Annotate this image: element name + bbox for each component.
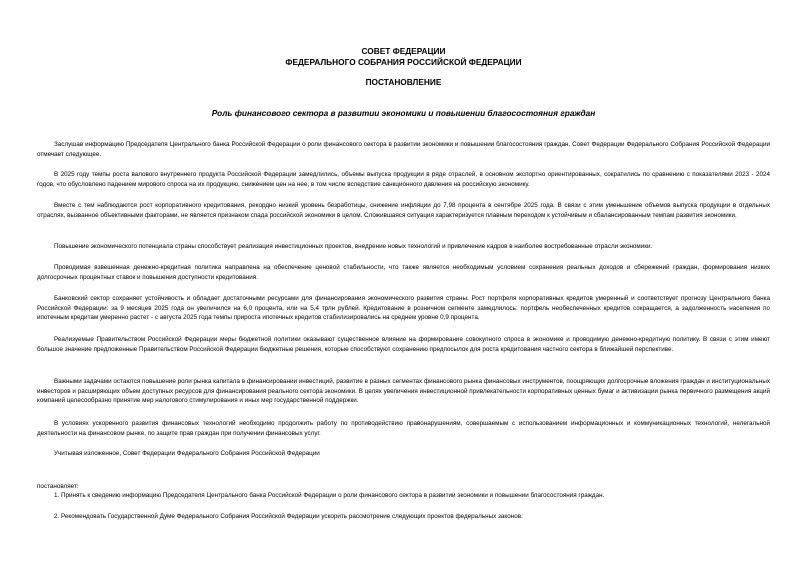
paragraph-7: Реализуемые Правительством Российской Федерации меры бюджетной политики оказывают существенное влияние на формирование совокупного спроса в экономике и проводимую денежно-кредитную политику. В связи с этим имеют большое значение предложенные Правительством Российской Федерации бюджетные решения, которые способствуют сохранению предпосылок для роста кредитования частного сектора в ближайшей перспективе. [37, 336, 770, 353]
paragraph-8: Важными задачами остаются повышение роли рынка капитала в финансировании инвестиций, развитие в разных сегментах финансового рынка финансовых инструментов, поощряющих долгосрочные вложения граждан и институциональных инвесторов и расширяющих объем доступных ресурсов для финансирования реального сектора экономики. В целях увеличения инвестиционной привлекательности корпоративных ценных бумаг и активизации рынка первичного размещения акций компаний целесообразно принятие мер налогового стимулирования и иных мер государственной поддержки. [37, 378, 770, 405]
org-name-line2: ФЕДЕРАЛЬНОГО СОБРАНИЯ РОССИЙСКОЙ ФЕДЕРАЦИИ [285, 57, 522, 67]
paragraph-9: В условиях ускоренного развития финансовых технологий необходимо продолжить работу по противодействию правонарушениям, совершаемым с использованием информационных и коммуникационных технологий, нелегальной деятельности на финансовом рынке, по защите прав граждан при получении финансовых услуг. [37, 420, 770, 437]
paragraph-1: Заслушав информацию Председателя Центрального банка Российской Федерации о роли финансового сектора в развитии экономики и повышении благосостояния граждан, Совет Федерации Федерального Собрания Российской Федерации отмечает следующее. [37, 141, 770, 158]
resolution-lead: постановляет: [37, 483, 79, 490]
resolution-item-2: 2. Рекомендовать Государственной Думе Федерального Собрания Российской Федерации ускорить рассмотрение следующих проектов федеральных законов: [54, 513, 523, 520]
paragraph-6: Банковский сектор сохраняет устойчивость и обладает достаточными ресурсами для финансирования экономического развития страны. Рост портфеля корпоративных кредитов умеренный и соответствует прогнозу Центрального банка Российской Федерации: за 9 месяцев 2025 года он увеличился на 6,0 процента, или на 5,4 трлн рублей. Кредитование в розничном сегменте замедлилось: портфель необеспеченных кредитов сокращается, а задолженность населения по ипотечным кредитам умеренно растет - с августа 2025 года темпы прироста ипотечных кредитов стабилизировались на среднем уровне 0,9 процента. [37, 295, 770, 322]
paragraph-10: Учитывая изложенное, Совет Федерации Федерального Собрания Российской Федерации [54, 450, 320, 457]
paragraph-4: Повышение экономического потенциала страны способствует реализация инвестиционных проектов, внедрение новых технологий и привлечение кадров в наиболее востребованные отрасли экономики. [54, 243, 653, 250]
document-type: ПОСТАНОВЛЕНИЕ [365, 77, 442, 87]
paragraph-2: В 2025 году темпы роста валового внутреннего продукта Российской Федерации замедлились, объемы выпуска продукции в ряде отраслей, в основном экспортно ориентированных, сократились по сравнению с показателями 2023 - 2024 годов, что обусловлено падением мирового спроса на их продукцию, снижением цен на нее, в том числе вследствие санкционного давления на российскую экономику. [37, 171, 770, 188]
paragraph-5: Проводимая взвешенная денежно-кредитная политика направлена на обеспечение ценовой стабильности, что также является необходимым условием сохранения реальных доходов и сбережений граждан, формирования низких долгосрочных процентных ставок и повышения доступности кредитования. [37, 264, 770, 281]
document-title: Роль финансового сектора в развитии экономики и повышении благосостояния граждан [211, 108, 596, 118]
resolution-item-1: 1. Принять к сведению информацию Председателя Центрального банка Российской Федерации о роли финансового сектора в развитии экономики и повышении благосостояния граждан. [54, 492, 605, 499]
paragraph-3: Вместе с тем наблюдаются рост корпоративного кредитования, рекордно низкий уровень безработицы, снижение инфляции до 7,98 процента в сентябре 2025 года. В связи с этим уменьшение объемов выпуска продукции в отдельных отраслях, вызванное объективными факторами, не является признаком спада российской экономики в целом. Сложившаяся ситуация характеризуется плавным переходом к устойчивым и сбалансированным темпам развития экономики. [37, 202, 770, 219]
org-name-line1: СОВЕТ ФЕДЕРАЦИИ [361, 46, 446, 56]
